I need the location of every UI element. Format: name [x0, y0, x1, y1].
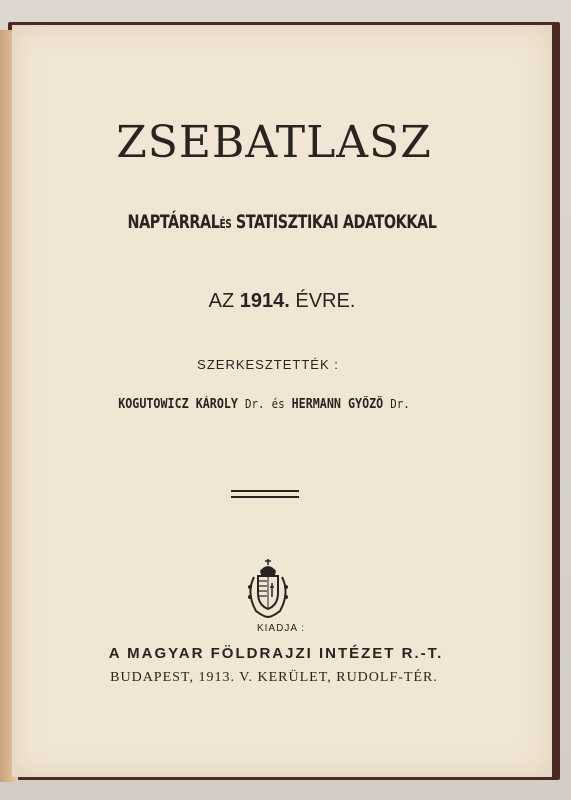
book-subtitle	[55, 211, 509, 233]
divider-rule-bottom	[231, 496, 299, 498]
year-suffix: ÉVRE.	[295, 290, 356, 312]
subtitle-part2: STATISZTIKAI ADATOKKAL	[235, 211, 437, 233]
publisher-label: KIADJA :	[256, 623, 305, 634]
edited-by-label: SZERKESZTETTÉK :	[197, 357, 339, 372]
title-page	[12, 25, 552, 777]
divider-rule-top	[231, 490, 299, 492]
year-prefix: AZ	[208, 290, 235, 312]
publisher-name: A MAGYAR FÖLDRAJZI INTÉZET R.-T.	[108, 645, 444, 662]
editor2-title: Dr.	[390, 397, 410, 411]
editors-conjunction: és	[271, 397, 285, 411]
subtitle-conjunction: ÉS	[219, 217, 232, 231]
year-line	[12, 290, 552, 313]
editor2-name: HERMANN GYŐZŐ	[291, 397, 384, 412]
hungarian-coat-of-arms-icon	[240, 557, 296, 619]
year-value: 1914.	[239, 290, 290, 312]
publication-place: BUDAPEST, 1913. V. KERÜLET, RUDOLF-TÉR.	[110, 670, 438, 685]
editor1-name: KOGUTOWICZ KÁROLY	[118, 397, 238, 412]
editors-line	[21, 397, 507, 412]
subtitle-part1: NAPTÁRRAL	[127, 211, 220, 233]
editor1-title: Dr.	[245, 397, 265, 411]
book-title: ZSEBATLASZ	[116, 117, 432, 168]
